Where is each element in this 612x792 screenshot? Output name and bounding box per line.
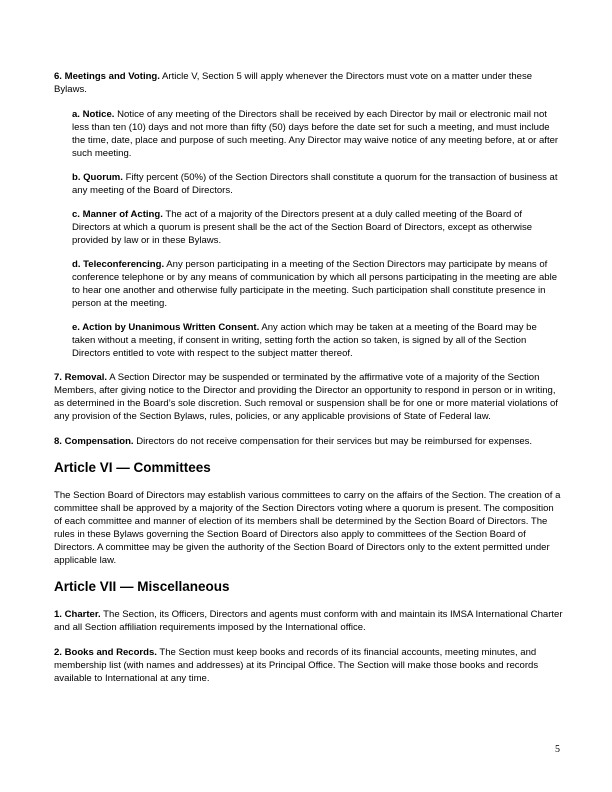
section-6c-manner-of-acting bbox=[72, 208, 560, 247]
article-7-section-1-heading: 1. Charter. bbox=[54, 609, 101, 620]
page-content bbox=[54, 70, 564, 697]
article-7-section-2-body: The Section must keep books and records of its financial accounts, meeting minutes, and membership list (with names and addresses) at its Principal Office. The Section will make those books and records available to International at any time. bbox=[54, 647, 539, 684]
section-7-body: A Section Director may be suspended or terminated by the affirmative vote of a majority of the Section Members, after giving notice to the Director and providing the Director an opportunity to respond in person or in writing, as determined in the Board’s sole discretion. Such removal or suspension shall be for one or more material violations of any provision of the Section Bylaws, rules, policies, or any applicable provisions of State of Federal law. bbox=[54, 372, 558, 422]
section-6-meetings-and-voting bbox=[54, 70, 564, 96]
section-6d-body: Any person participating in a meeting of the Section Directors may participate by means of conference telephone or by any means of communication by which all persons participating in the meeting are able to hear one another and otherwise fully participate in the meeting. Such participation shall constitute presence in person at the meeting. bbox=[72, 259, 558, 309]
article-7-section-2-heading: 2. Books and Records. bbox=[54, 647, 157, 658]
section-6d-heading: d. Teleconferencing. bbox=[72, 259, 165, 270]
section-6c-body: The act of a majority of the Directors present at a duly called meeting of the Board of Directors at which a quorum is present shall be the act of the Section Board of Directors, except as otherwise provided by law or in these Bylaws. bbox=[72, 209, 533, 246]
section-6e-unanimous-written-consent bbox=[72, 321, 560, 360]
article-7-section-1-body: The Section, its Officers, Directors and agents must conform with and maintain its IMSA International Charter and all Section affiliation requirements imposed by the International office. bbox=[54, 609, 563, 633]
section-6b-heading: b. Quorum. bbox=[72, 172, 123, 183]
article-6-body: The Section Board of Directors may establish various committees to carry on the affairs of the Section. The creation of a committee shall be approved by a majority of the Section Directors voting where a quorum is present. The composition of each committee and manner of election of its members shall be determined by the Section Board of Directors. The rules in these Bylaws governing the Section Board of Directors also apply to committees of the Section Board of Directors. A committee may be given the authority of the Section Board of Directors only to the extent permitted under applicable law. bbox=[54, 490, 561, 566]
article-6-title: Article VI — Committees bbox=[54, 460, 211, 475]
section-6d-teleconferencing bbox=[72, 258, 560, 310]
section-6c-heading: c. Manner of Acting. bbox=[72, 209, 163, 220]
section-7-heading: 7. Removal. bbox=[54, 372, 108, 383]
section-6a-heading: a. Notice. bbox=[72, 109, 115, 120]
section-6-heading: 6. Meetings and Voting. bbox=[54, 71, 160, 82]
section-8-compensation bbox=[54, 435, 564, 448]
section-7-removal bbox=[54, 371, 564, 423]
section-6e-heading: e. Action by Unanimous Written Consent. bbox=[72, 322, 260, 333]
article-7-title: Article VII — Miscellaneous bbox=[54, 579, 230, 594]
section-8-heading: 8. Compensation. bbox=[54, 436, 134, 447]
section-6a-body: Notice of any meeting of the Directors shall be received by each Director by mail or electronic mail not less than ten (10) days and not more than fifty (50) days before the date set for such a meeting, and must include the time, date, place and purpose of such meeting. Any Director may waive notice of any meeting before, at or after such meeting. bbox=[72, 109, 559, 159]
section-6-body: Article V, Section 5 will apply whenever the Directors must vote on a matter under these Bylaws. bbox=[54, 71, 533, 95]
section-6b-quorum bbox=[72, 171, 560, 197]
section-6e-body: Any action which may be taken at a meeting of the Board may be taken without a meeting, if consent in writing, setting forth the action so taken, is signed by all of the Section Directors entitled to vote with respect to the subject matter thereof. bbox=[72, 322, 537, 359]
page-number: 5 bbox=[555, 744, 560, 755]
section-6b-body: Fifty percent (50%) of the Section Directors shall constitute a quorum for the transaction of business at any meeting of the Board of Directors. bbox=[72, 172, 558, 196]
article-7-section-2-books-and-records bbox=[54, 646, 564, 685]
section-8-body: Directors do not receive compensation for their services but may be reimbursed for expenses. bbox=[133, 436, 533, 447]
article-7-section-1-charter bbox=[54, 608, 564, 634]
section-6a-notice bbox=[72, 108, 560, 160]
